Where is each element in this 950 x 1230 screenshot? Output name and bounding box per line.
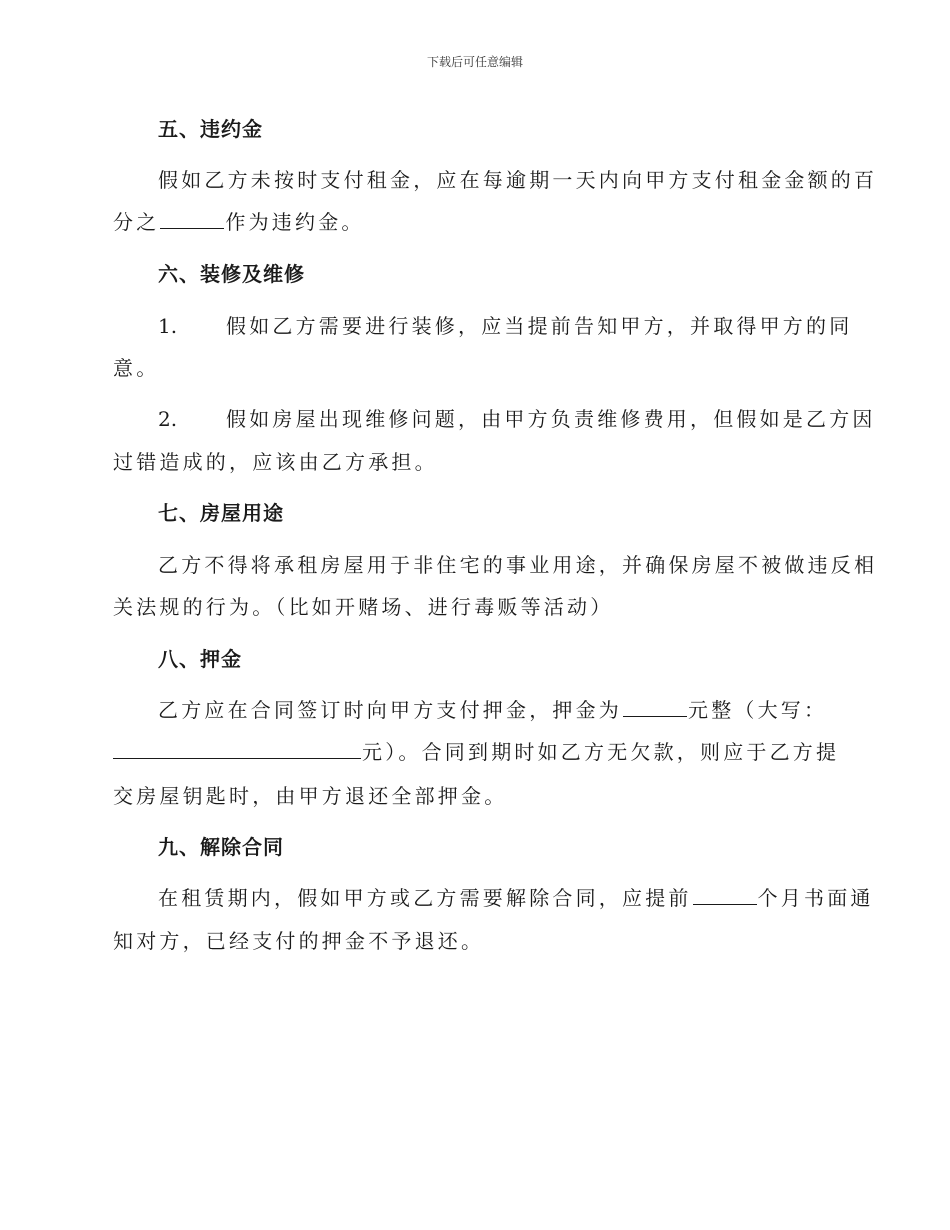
section-7-paragraph-line2: 关法规的行为。（比如开赌场、进行毒贩等活动） bbox=[113, 595, 614, 619]
section-8-paragraph-line3: 交房屋钥匙时，由甲方退还全部押金。 bbox=[113, 784, 508, 808]
section-8-title: 八、押金 bbox=[158, 647, 242, 671]
section-9-paragraph-line2: 知对方，已经支付的押金不予退还。 bbox=[113, 929, 485, 953]
item-1-line1: 假如乙方需要进行装修，应当提前告知甲方，并取得甲方的同 bbox=[226, 314, 853, 338]
section-8-text: 元整（大写： bbox=[688, 698, 828, 722]
section-7-title: 七、房屋用途 bbox=[158, 501, 284, 525]
item-2-number: 2. bbox=[158, 407, 178, 431]
section-9-title: 九、解除合同 bbox=[158, 835, 284, 859]
notice-months-blank[interactable] bbox=[693, 886, 757, 905]
section-5-text: 分之 bbox=[113, 210, 160, 234]
section-5-title: 五、违约金 bbox=[158, 117, 263, 141]
section-5-paragraph-line2 bbox=[113, 210, 365, 234]
section-8-text: 乙方应在合同签订时向甲方支付押金，押金为 bbox=[158, 698, 622, 722]
item-1-number: 1. bbox=[158, 314, 178, 338]
percentage-blank[interactable] bbox=[160, 210, 224, 229]
section-9-text: 个月书面通 bbox=[757, 886, 874, 910]
item-1-line2: 意。 bbox=[113, 356, 160, 380]
section-5-paragraph-line1: 假如乙方未按时支付租金，应在每逾期一天内向甲方支付租金金额的百 bbox=[158, 168, 878, 192]
item-2-line1: 假如房屋出现维修问题，由甲方负责维修费用，但假如是乙方因 bbox=[226, 407, 876, 431]
section-6-title: 六、装修及维修 bbox=[158, 262, 305, 286]
section-8-text: 元）。合同到期时如乙方无欠款，则应于乙方提 bbox=[362, 740, 840, 764]
section-9-text: 在租赁期内，假如甲方或乙方需要解除合同，应提前 bbox=[158, 886, 692, 910]
page-header-note: 下载后可任意编辑 bbox=[426, 55, 523, 69]
section-5-text: 作为违约金。 bbox=[225, 210, 365, 234]
section-7-paragraph-line1: 乙方不得将承租房屋用于非住宅的事业用途，并确保房屋不被做违反相 bbox=[158, 553, 878, 577]
section-9-paragraph-line1 bbox=[158, 886, 874, 910]
deposit-amount-words-blank[interactable] bbox=[113, 740, 361, 759]
section-8-paragraph-line1 bbox=[158, 698, 827, 722]
item-2-line2: 过错造成的，应该由乙方承担。 bbox=[113, 450, 438, 474]
section-8-paragraph-line2 bbox=[113, 740, 839, 764]
deposit-amount-blank[interactable] bbox=[623, 698, 687, 717]
